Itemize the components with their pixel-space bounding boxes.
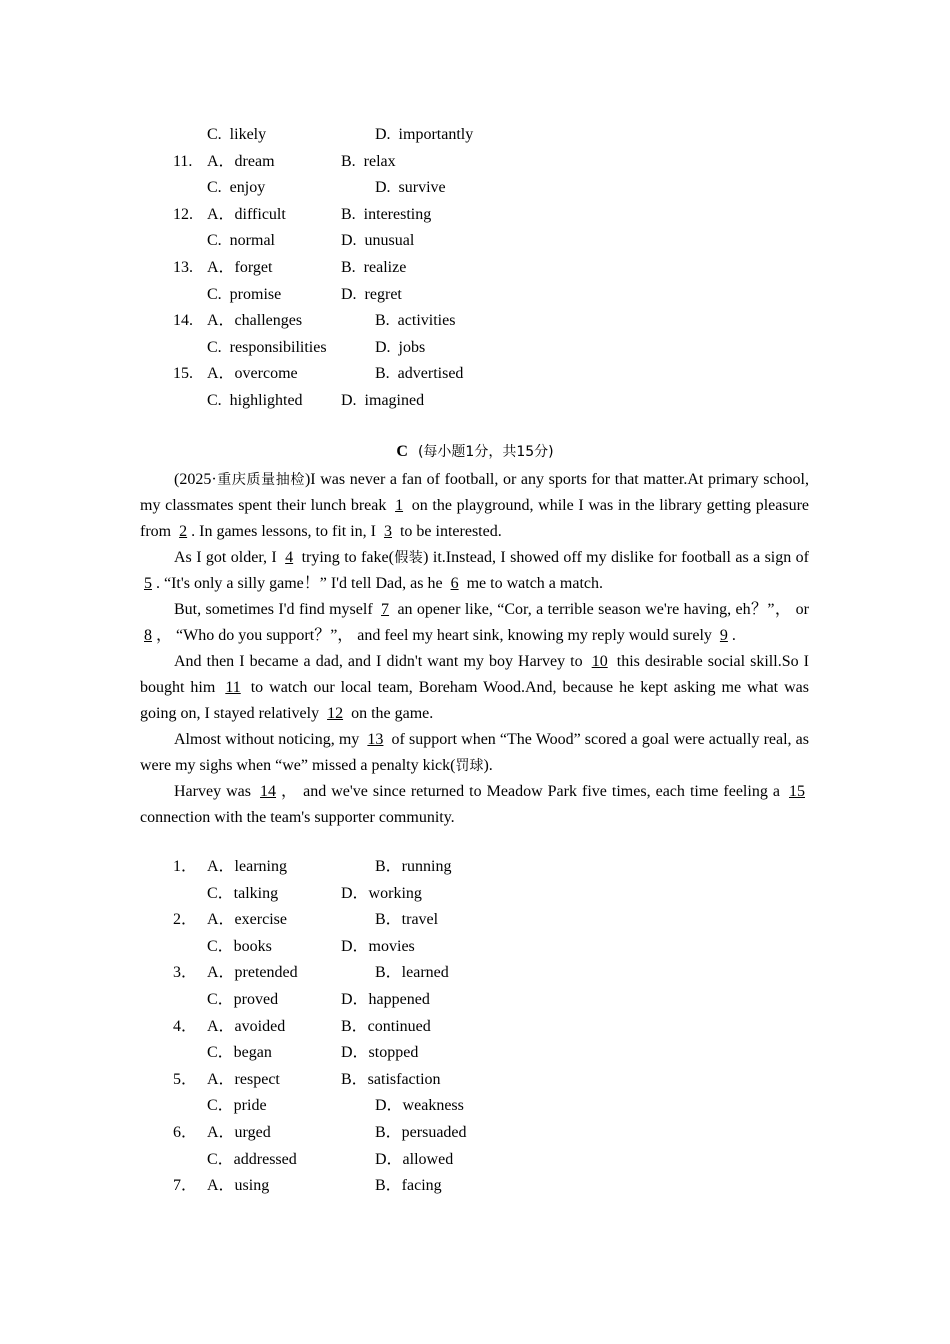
question-number: 12. <box>173 205 193 223</box>
passage-text: to watch our local team, Boreham Wood.And, because he kept asking me what was going on, I stayed relatively <box>140 679 809 722</box>
option-a: A．urged <box>207 1124 271 1141</box>
option-b: B．facing <box>375 1177 442 1195</box>
option-a: A．overcome <box>207 365 298 383</box>
chinese-gloss: 罚球 <box>455 758 484 774</box>
question-number: 6． <box>173 1124 198 1141</box>
option-a: A．dream <box>207 152 275 170</box>
option-d: D. imagined <box>341 392 425 409</box>
section-letter: C <box>396 443 408 460</box>
option-b: B．running <box>375 858 452 875</box>
blank-4: 4 <box>285 549 294 566</box>
option-a: A．forget <box>207 259 273 276</box>
passage-paragraph <box>140 597 809 649</box>
option-d: D．happened <box>341 991 430 1008</box>
question-number: 11. <box>173 152 193 170</box>
option-a: A．challenges <box>207 312 303 330</box>
passage <box>140 467 809 831</box>
chinese-gloss: 重庆质量抽检 <box>216 472 305 488</box>
chinese-gloss: 假装 <box>393 550 424 566</box>
option-b: B．continued <box>341 1017 431 1035</box>
option-b: B. relax <box>341 152 396 170</box>
passage-text: on the playground, while I was in the library getting pleasure from <box>140 497 809 540</box>
blank-15: 15 <box>789 783 805 800</box>
passage-paragraph <box>140 727 809 779</box>
question-number: 4． <box>173 1017 198 1035</box>
option-c: C．began <box>207 1044 272 1062</box>
passage-text: of support when “The Wood” scored a goal were actually real, as were my sighs when “we” missed a penalty kick( <box>140 731 810 774</box>
blank-2: 2 <box>179 523 188 540</box>
option-b: B．satisfaction <box>341 1070 441 1088</box>
blank-5: 5 <box>144 575 152 592</box>
passage-text: Almost without noticing, my <box>174 731 364 748</box>
option-d: D．stopped <box>341 1044 419 1062</box>
option-d: D. importantly <box>375 126 474 143</box>
passage-text: ). <box>483 757 493 774</box>
question-number: 2． <box>173 911 198 929</box>
option-c: C. promise <box>207 285 282 303</box>
option-c: C．pride <box>207 1097 267 1115</box>
question-number: 3． <box>173 964 198 982</box>
passage-text: trying to fake( <box>297 549 394 566</box>
option-b: B．learned <box>375 964 449 982</box>
passage-text: . In games lessons, to fit in, I <box>191 523 380 540</box>
option-a: A．avoided <box>207 1017 286 1035</box>
option-d: D. jobs <box>375 338 426 356</box>
passage-text: ， “Who do you support？”， and feel my heart sink, knowing my reply would surely <box>156 627 716 644</box>
passage-text: . <box>731 627 736 644</box>
passage-text: this desirable social skill.So I bought him <box>140 653 809 696</box>
passage-paragraph <box>140 649 809 727</box>
option-c: C. likely <box>207 126 267 143</box>
question-number: 1． <box>173 858 198 875</box>
option-a: A．using <box>207 1177 270 1195</box>
section-title <box>0 440 950 464</box>
passage-text: ， and we've since returned to Meadow Park five times, each time feeling a <box>280 783 785 800</box>
option-a: A．respect <box>207 1070 280 1088</box>
question-number: 13. <box>173 259 193 276</box>
option-a: A．exercise <box>207 911 287 929</box>
blank-3: 3 <box>383 523 392 540</box>
option-c: C．talking <box>207 884 279 902</box>
passage-text: But, sometimes I'd find myself <box>174 601 378 618</box>
option-b: B. interesting <box>341 205 432 223</box>
option-b: B. advertised <box>375 365 464 383</box>
passage-text: on the game. <box>347 705 434 722</box>
blank-14: 14 <box>260 783 277 800</box>
option-a: A．pretended <box>207 964 298 982</box>
option-d: D．allowed <box>375 1150 454 1168</box>
option-d: D. survive <box>375 179 446 197</box>
blank-7: 7 <box>381 601 390 618</box>
passage-text: )I was never a fan of football, or any sports for that matter.At primary school, my classmates spent their lunch break <box>140 471 810 514</box>
blank-12: 12 <box>327 705 344 722</box>
option-d: D. unusual <box>341 232 415 250</box>
passage-paragraph <box>140 779 809 831</box>
blank-11: 11 <box>225 679 241 696</box>
section-note: (每小题1分，共15分) <box>417 444 554 460</box>
passage-text: (2025· <box>174 471 217 488</box>
option-c: C．addressed <box>207 1150 297 1168</box>
passage-paragraph <box>140 467 809 545</box>
option-c: C. normal <box>207 232 275 250</box>
option-b: B．travel <box>375 911 439 929</box>
passage-text: ) it.Instead, I showed off my dislike for football as a sign of <box>423 549 809 566</box>
question-number: 15. <box>173 365 193 383</box>
blank-10: 10 <box>591 653 608 670</box>
blank-6: 6 <box>450 575 459 592</box>
blank-1: 1 <box>395 497 404 514</box>
passage-text: to be interested. <box>395 523 502 540</box>
option-d: D. regret <box>341 285 402 303</box>
option-c: C．proved <box>207 991 279 1008</box>
question-number: 7． <box>173 1177 198 1195</box>
question-number: 5． <box>173 1070 198 1088</box>
passage-text: As I got older, I <box>174 549 282 566</box>
option-d: D．movies <box>341 937 415 955</box>
passage-text: me to watch a match. <box>462 575 603 592</box>
option-d: D．working <box>341 884 422 902</box>
option-a: A．difficult <box>207 205 286 223</box>
blank-8: 8 <box>144 627 152 644</box>
question-number: 14. <box>173 312 193 330</box>
passage-text: connection with the team's supporter community. <box>140 809 455 826</box>
option-c: C．books <box>207 937 272 955</box>
passage-paragraph <box>140 545 809 597</box>
option-d: D．weakness <box>375 1097 464 1115</box>
blank-13: 13 <box>367 731 384 748</box>
option-c: C. enjoy <box>207 179 266 197</box>
option-b: B．persuaded <box>375 1124 467 1141</box>
blank-9: 9 <box>719 627 728 644</box>
passage-text: And then I became a dad, and I didn't want my boy Harvey to <box>174 653 588 670</box>
option-b: B. activities <box>375 312 456 330</box>
option-c: C. highlighted <box>207 392 303 409</box>
option-b: B. realize <box>341 259 407 276</box>
passage-text: . “It's only a silly game！” I'd tell Dad, as he <box>156 575 447 592</box>
passage-text: an opener like, “Cor, a terrible season we're having, eh？”， or <box>393 601 809 618</box>
option-a: A．learning <box>207 858 287 875</box>
passage-text: Harvey was <box>174 783 257 800</box>
option-c: C. responsibilities <box>207 338 327 356</box>
